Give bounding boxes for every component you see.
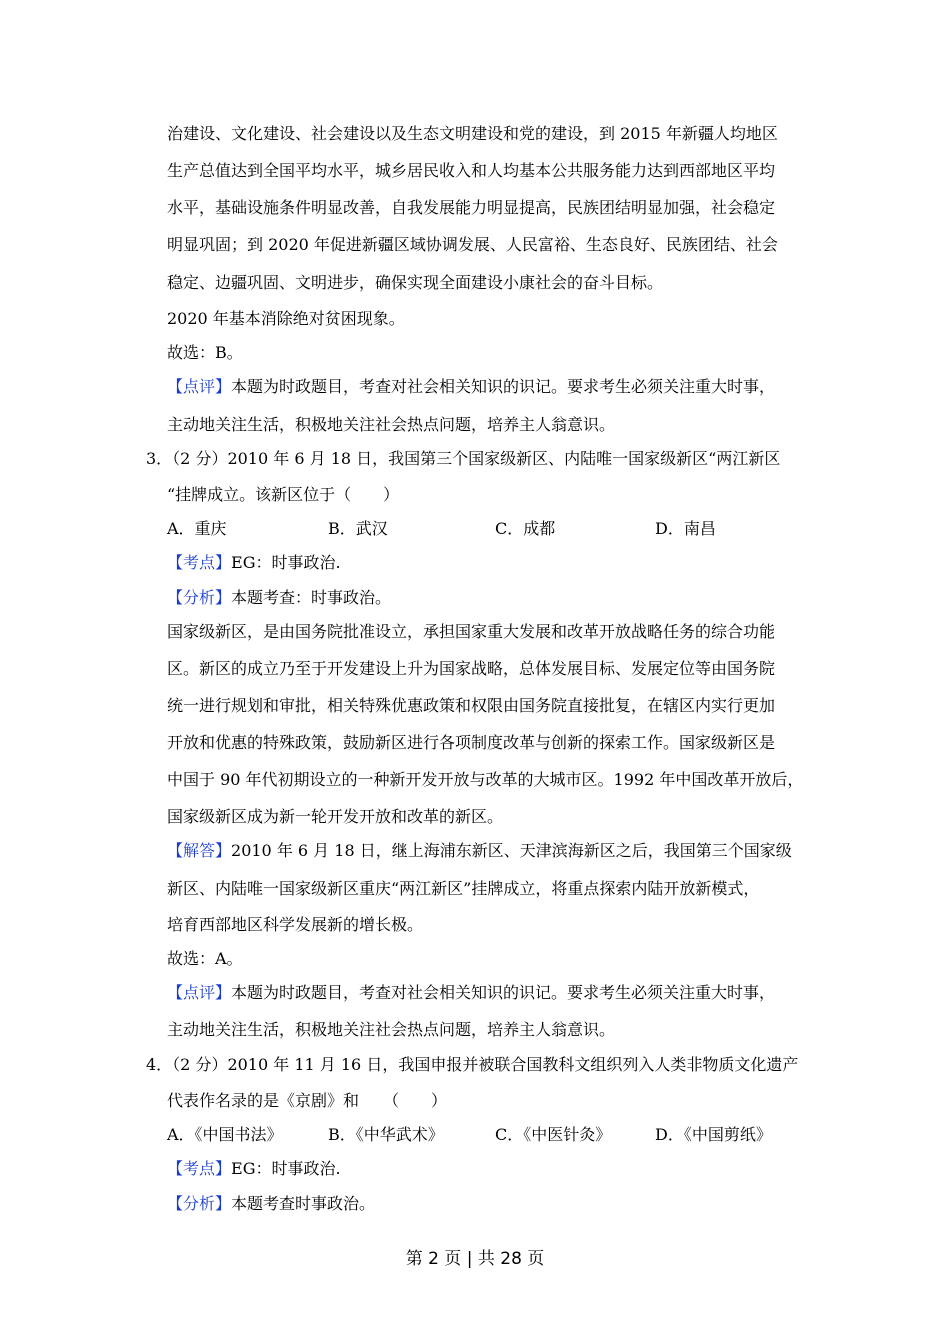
- kaodian-text: EG：时事政治.: [231, 553, 341, 572]
- question-stem: 代表作名录的是《京剧》和 （ ）: [167, 1091, 448, 1110]
- body-text-line: 治建设、文化建设、社会建设以及生态文明建设和党的建设，到 2015 年新疆人均地区: [167, 124, 778, 143]
- review-line: 主动地关注生活，积极地关注社会热点问题，培养主人翁意识。: [167, 1020, 616, 1039]
- kaodian-line: [167, 1159, 341, 1179]
- fenxi-text: 本题考查：时事政治。: [231, 588, 392, 607]
- jieda-line: 培育西部地区科学发展新的增长极。: [167, 915, 424, 934]
- analysis-line: 统一进行规划和审批，相关特殊优惠政策和权限由国务院直接批复，在辖区内实行更加: [167, 696, 776, 715]
- question-stem: 4．（2 分）2010 年 11 月 16 日，我国申报并被联合国教科文组织列入人类非物质文化遗产: [146, 1055, 799, 1074]
- kaodian-tag: 【考点】: [167, 1159, 232, 1178]
- option-a: A．《中国书法》: [167, 1125, 283, 1144]
- jieda-text: 2010 年 6 月 18 日，继上海浦东新区、天津滨海新区之后，我国第三个国家级: [231, 841, 792, 860]
- body-text-line: 2020 年基本消除绝对贫困现象。: [167, 309, 405, 328]
- body-text-line: 水平，基础设施条件明显改善，自我发展能力明显提高，民族团结明显加强，社会稳定: [167, 198, 776, 217]
- analysis-line: 中国于 90 年代初期设立的一种新开发开放与改革的大城市区。1992 年中国改革开放后，: [167, 770, 804, 789]
- body-text-line: 生产总值达到全国平均水平，城乡居民收入和人均基本公共服务能力达到西部地区平均: [167, 161, 776, 180]
- review-text: 本题为时政题目，考查对社会相关知识的识记。要求考生必须关注重大时事，: [231, 983, 776, 1002]
- option-b: B．《中华武术》: [328, 1125, 444, 1144]
- kaodian-text: EG：时事政治.: [231, 1159, 341, 1178]
- review-line: [167, 377, 775, 397]
- body-text-line: 明显巩固；到 2020 年促进新疆区域协调发展、人民富裕、生态良好、民族团结、社会: [167, 235, 778, 254]
- analysis-line: 开放和优惠的特殊政策，鼓励新区进行各项制度改革与创新的探索工作。国家级新区是: [167, 733, 776, 752]
- question-stem: “挂牌成立。该新区位于（ ）: [167, 485, 400, 504]
- jieda-line: 新区、内陆唯一国家级新区重庆“两江新区”挂牌成立，将重点探索内陆开放新模式，: [167, 879, 760, 898]
- answer-line: 故选：B。: [167, 343, 243, 362]
- jieda-tag: 【解答】: [167, 841, 232, 860]
- body-text-line: 稳定、边疆巩固、文明进步，确保实现全面建设小康社会的奋斗目标。: [167, 273, 664, 292]
- analysis-line: 区。新区的成立乃至于开发建设上升为国家战略，总体发展目标、发展定位等由国务院: [167, 659, 776, 678]
- review-line: [167, 983, 775, 1003]
- option-c: C．成都: [495, 519, 556, 538]
- analysis-line: 国家级新区，是由国务院批准设立，承担国家重大发展和改革开放战略任务的综合功能: [167, 622, 776, 641]
- review-text: 本题为时政题目，考查对社会相关知识的识记。要求考生必须关注重大时事，: [231, 377, 776, 396]
- answer-line: 故选：A。: [167, 949, 243, 968]
- page-footer: 第 2 页 | 共 28 页: [405, 1249, 545, 1269]
- jieda-line: [167, 841, 792, 861]
- fenxi-line: [167, 588, 391, 608]
- review-tag: 【点评】: [167, 983, 232, 1002]
- fenxi-text: 本题考查时事政治。: [231, 1194, 376, 1213]
- option-a: A．重庆: [167, 519, 227, 538]
- option-d: D．《中国剪纸》: [655, 1125, 772, 1144]
- kaodian-line: [167, 553, 341, 573]
- fenxi-line: [167, 1194, 375, 1214]
- option-b: B．武汉: [328, 519, 388, 538]
- review-tag: 【点评】: [167, 377, 232, 396]
- analysis-line: 国家级新区成为新一轮开发开放和改革的新区。: [167, 807, 504, 826]
- option-c: C．《中医针灸》: [495, 1125, 612, 1144]
- review-line: 主动地关注生活，积极地关注社会热点问题，培养主人翁意识。: [167, 415, 616, 434]
- fenxi-tag: 【分析】: [167, 588, 232, 607]
- fenxi-tag: 【分析】: [167, 1194, 232, 1213]
- question-stem: 3．（2 分）2010 年 6 月 18 日，我国第三个国家级新区、内陆唯一国家级新区“两江新区: [146, 449, 781, 468]
- option-d: D．南昌: [655, 519, 716, 538]
- kaodian-tag: 【考点】: [167, 553, 232, 572]
